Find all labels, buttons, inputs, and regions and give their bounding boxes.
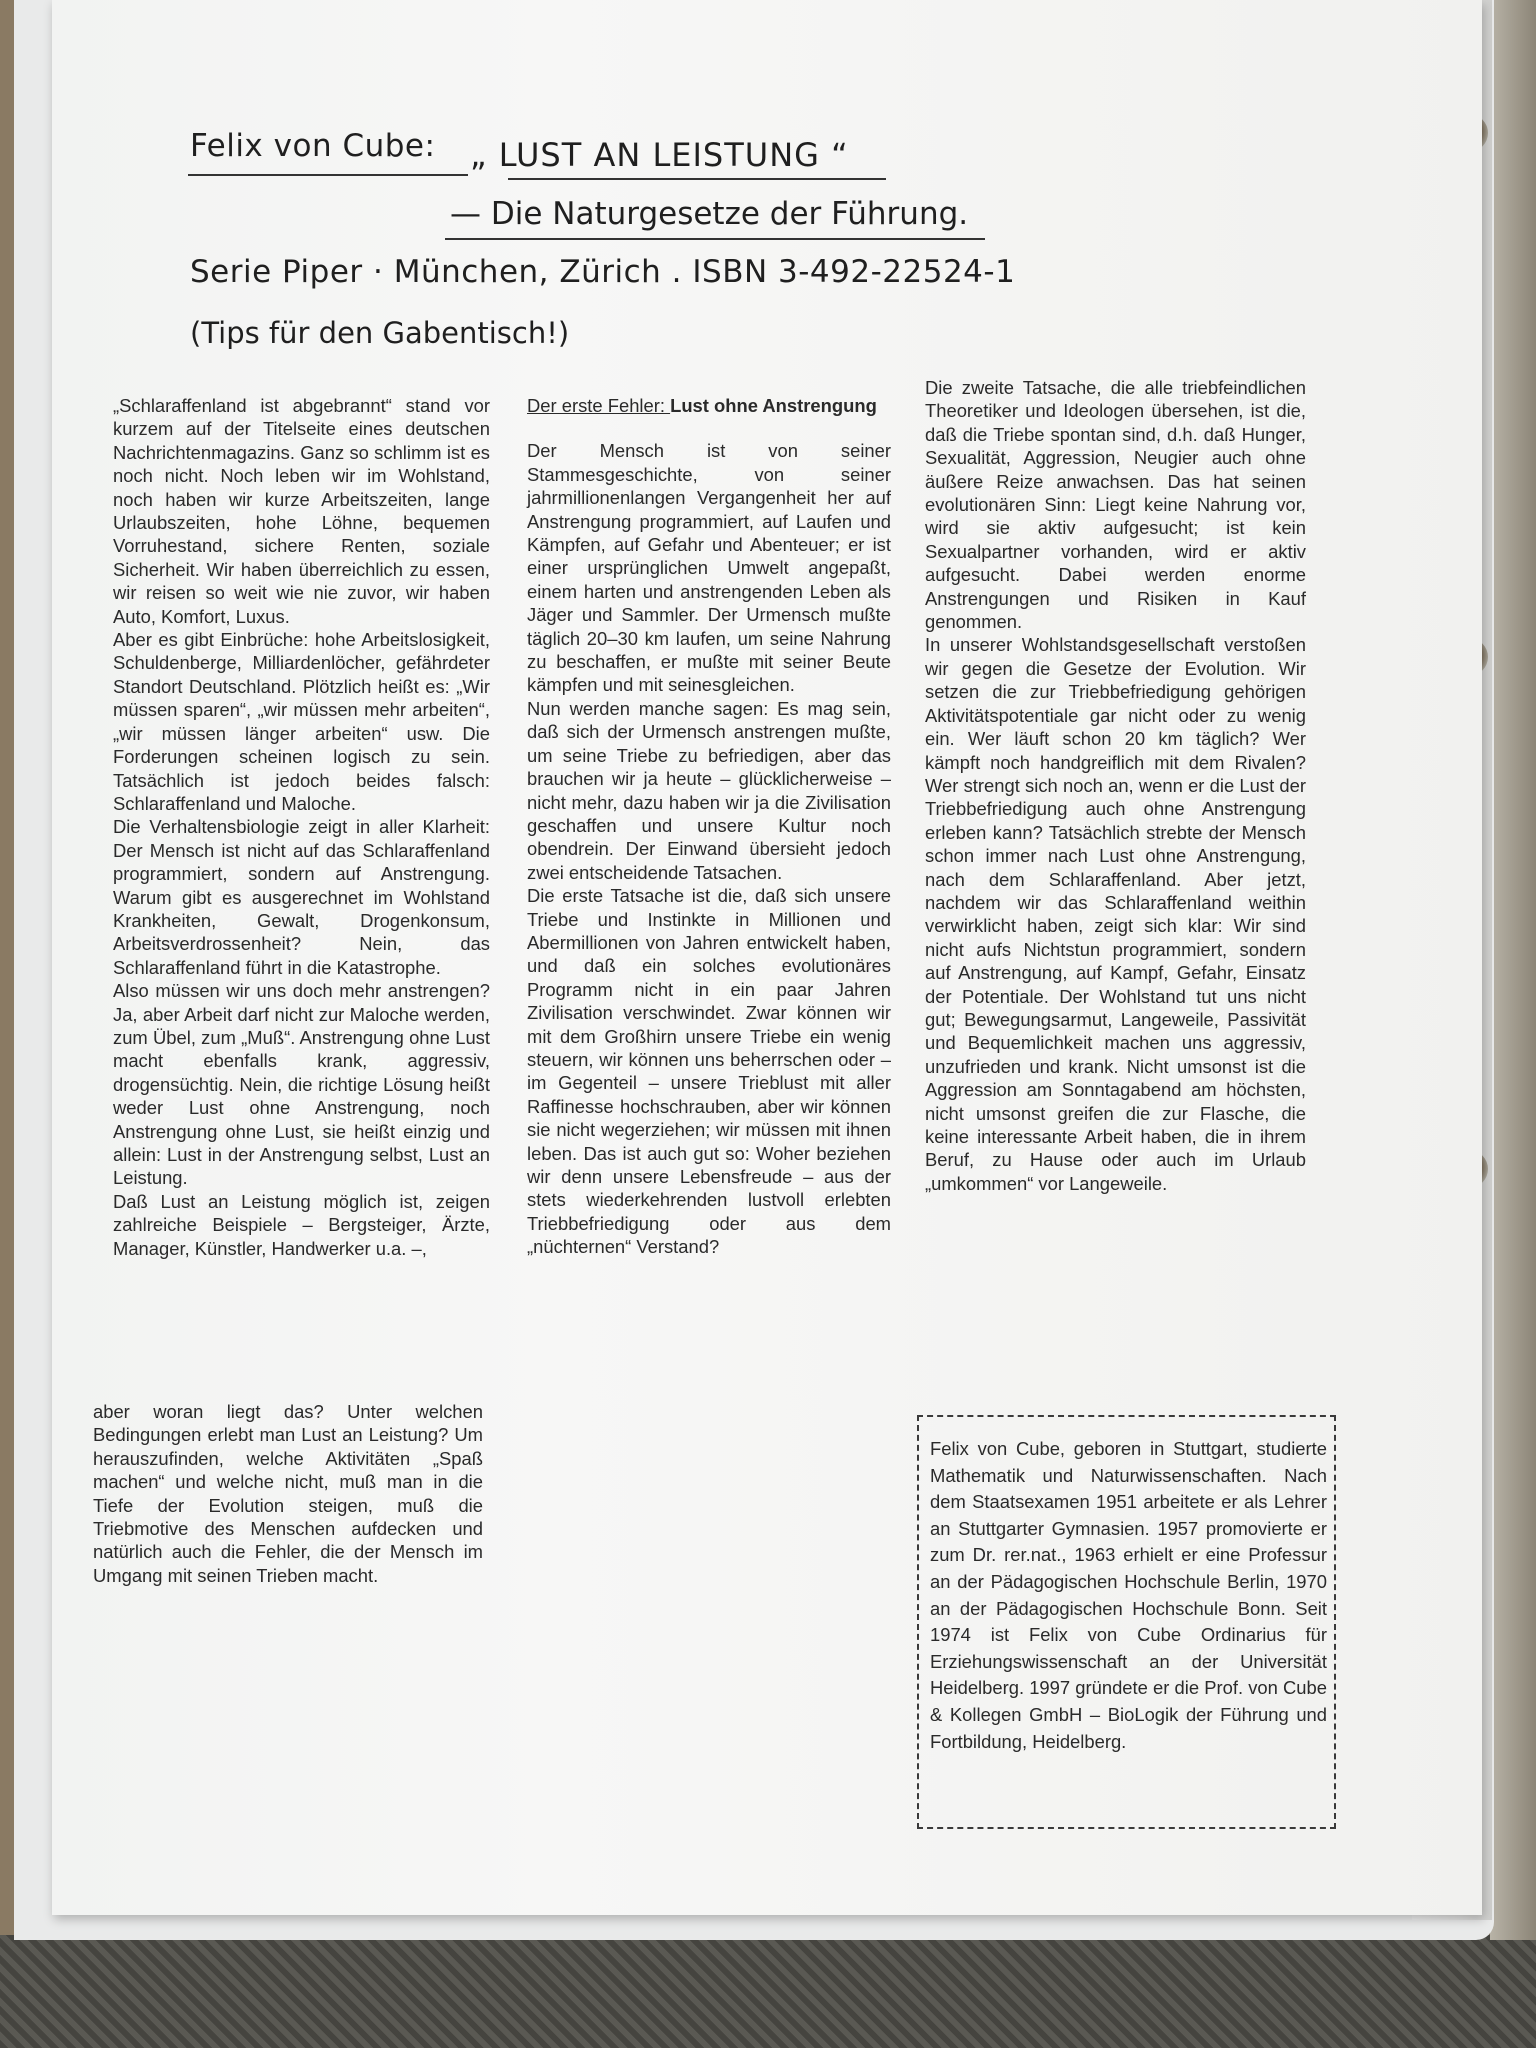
heading-prefix: Der erste Fehler: <box>527 395 671 416</box>
underline <box>508 178 886 180</box>
paragraph: aber woran liegt das? Unter welchen Bedingungen erlebt man Lust an Leistung? Um herauszufinden, welche Aktivitäten „Spaß machen“ und welche nicht, muß man in die Tiefe der Evolution steigen, muß die Triebmotive des Menschen aufdecken und natürlich auch die Fehler, die der Mensch im Umgang mit seinen Trieben macht. <box>93 1401 483 1586</box>
paragraph: Die erste Tatsache ist die, daß sich unsere Triebe und Instinkte in Millionen und Abermillionen von Jahren entwickelt haben, und daß ein solches evolutionäres Programm nicht in ein paar Jahren Zivilisation verschwindet. Zwar können wir mit dem Großhirn unsere Triebe ein wenig steuern, wir können uns beherrschen oder – im Gegenteil – unsere Trieblust mit aller Raffinesse hochschrauben, aber wir können sie nicht wegerziehen; wir müssen mit ihnen leben. Das ist auch gut so: Woher beziehen wir denn unsere Lebensfreude – aus der stets wiederkehrenden lustvoll erlebten Triebbefriedigung oder aus dem „nüchternen“ Verstand? <box>527 885 891 1258</box>
text-column-2 <box>527 394 891 1259</box>
fabric-background <box>0 1935 1536 2048</box>
text-column-1-continuation <box>93 1400 483 1587</box>
author-bio-text: Felix von Cube, geboren in Stuttgart, studierte Mathematik und Naturwissenschaften. Nach dem Staatsexamen 1951 arbeitete er als Lehrer an Stuttgarter Gymnasien. 1957 promovierte er zum Dr. rer.nat., 1963 erhielt er eine Professur an der Pädagogischen Hochschule Berlin, 1970 an der Pädagogischen Hochschule Bonn. Seit 1974 ist Felix von Cube Ordinarius für Erziehungswissenschaft an der Universität Heidelberg. 1997 gründete er die Prof. von Cube & Kollegen GmbH – BioLogik der Führung und Fortbildung, Heidelberg. <box>930 1438 1327 1752</box>
paragraph: Nun werden manche sagen: Es mag sein, daß sich der Urmensch anstrengen mußte, um seine Triebe zu befriedigen, aber das brauchen wir ja heute – glücklicherweise – nicht mehr, dazu haben wir ja die Zivilisation geschaffen und unsere Kultur noch obendrein. Der Einwand übersieht jedoch zwei entscheidende Tatsachen. <box>527 697 891 883</box>
handwritten-publisher: Serie Piper · München, Zürich . ISBN 3-492-22524-1 <box>190 254 1016 290</box>
underline <box>445 238 985 240</box>
paragraph: Die zweite Tatsache, die alle triebfeindlichen Theoretiker und Ideologen übersehen, ist die, daß die Triebe spontan sind, d.h. daß Hunger, Sexualität, Aggression, Neugier auch ohne äußere Reize anwachsen. Das hat seinen evolutionären Sinn: Liegt keine Nahrung vor, wird sie aktiv aufgesucht; ist kein Sexualpartner vorhanden, wird er aktiv aufgesucht. Dabei werden enorme Anstrengungen und Risiken in Kauf genommen. <box>925 377 1306 633</box>
paragraph: Der Mensch ist von seiner Stammesgeschichte, von seiner jahrmillionenlangen Vergangenheit her auf Anstrengung programmiert, auf Laufen und Kämpfen, auf Gefahr und Abenteuer; er ist einer ursprünglichen Umwelt angepaßt, einem harten und anstrengenden Leben als Jäger und Sammler. Der Urmensch mußte täglich 20–30 km laufen, um seine Nahrung zu beschaffen, er mußte mit seiner Beute kämpfen und mit seinesgleichen. <box>527 440 891 696</box>
binder-ring-rod <box>1490 0 1536 1940</box>
paragraph: Also müssen wir uns doch mehr anstrengen? Ja, aber Arbeit darf nicht zur Maloche werden, zum Übel, zum „Muß“. Anstrengung ohne Lust macht ebenfalls krank, aggressiv, drogensüchtig. Nein, die richtige Lösung heißt weder Lust ohne Anstrengung, noch Anstrengung ohne Lust, sie heißt einzig und allein: Lust in der Anstrengung selbst, Lust an Leistung. <box>113 980 490 1189</box>
section-heading <box>527 394 891 417</box>
handwritten-subtitle: — Die Naturgesetze der Führung. <box>450 196 969 232</box>
handwritten-title: „ LUST AN LEISTUNG “ <box>470 136 849 174</box>
paragraph: Die Verhaltensbiologie zeigt in aller Klarheit: Der Mensch ist nicht auf das Schlaraffenland programmiert, sondern auf Anstrengung. Warum gibt es ausgerechnet im Wohlstand Krankheiten, Gewalt, Drogenkonsum, Arbeitsverdrossenheit? Nein, das Schlaraffenland führt in die Katastrophe. <box>113 816 490 978</box>
heading-emphasis: Lust ohne Anstrengung <box>670 395 877 416</box>
paragraph: In unserer Wohlstandsgesellschaft verstoßen wir gegen die Gesetze der Evolution. Wir setzen die zur Triebbefriedigung gehörigen Aktivitätspotentiale gar nicht oder zu wenig ein. Wer läuft schon 20 km täglich? Wer kämpft noch handgreiflich mit dem Rivalen? Wer strengt sich noch an, wenn er die Lust der Triebbefriedigung auch ohne Anstrengung erleben kann? Tatsächlich strebte der Mensch schon immer nach Lust ohne Anstrengung, nach dem Schlaraffenland. Aber jetzt, nachdem wir das Schlaraffenland weithin verwirklicht haben, zeigt sich klar: Wir sind nicht aufs Nichtstun programmiert, sondern auf Anstrengung, auf Kampf, Gefahr, Einsatz der Potentiale. Der Wohlstand tut uns nicht gut; Bewegungsarmut, Langeweile, Passivität und Bequemlichkeit machen uns aggressiv, unzufrieden und krank. Nicht umsonst ist die Aggression am Sonntagabend am höchsten, nicht umsonst greifen die zur Flasche, die keine interessante Arbeit haben, die in ihrem Beruf, zu Hause oder auch im Urlaub „umkommen“ vor Langeweile. <box>925 634 1306 1194</box>
underline <box>188 174 468 176</box>
handwritten-note: (Tips für den Gabentisch!) <box>190 316 570 350</box>
text-column-3 <box>925 376 1306 1195</box>
paragraph: Aber es gibt Einbrüche: hohe Arbeitslosigkeit, Schuldenberge, Milliardenlöcher, gefährdeter Standort Deutschland. Plötzlich heißt es: „Wir müssen sparen“, „wir müssen mehr arbeiten“, „wir müssen länger arbeiten“ usw. Die Forderungen scheinen logisch zu sein. Tatsächlich ist jedoch beides falsch: Schlaraffenland und Maloche. <box>113 629 490 814</box>
handwritten-author: Felix von Cube: <box>190 128 436 164</box>
paragraph: Daß Lust an Leistung möglich ist, zeigen zahlreiche Beispiele – Bergsteiger, Ärzte, Manager, Künstler, Handwerker u.a. –, <box>113 1190 490 1259</box>
paragraph: „Schlaraffenland ist abgebrannt“ stand vor kurzem auf der Titelseite eines deutschen Nachrichtenmagazins. Ganz so schlimm ist es noch nicht. Noch leben wir im Wohlstand, noch haben wir kurze Arbeitszeiten, lange Urlaubszeiten, hohe Löhne, bequemen Vorruhestand, sichere Renten, soziale Sicherheit. Wir haben überreichlich zu essen, wir reisen so weit wie nie zuvor, wir haben Auto, Komfort, Luxus. <box>113 395 490 627</box>
text-column-1 <box>113 394 490 1260</box>
